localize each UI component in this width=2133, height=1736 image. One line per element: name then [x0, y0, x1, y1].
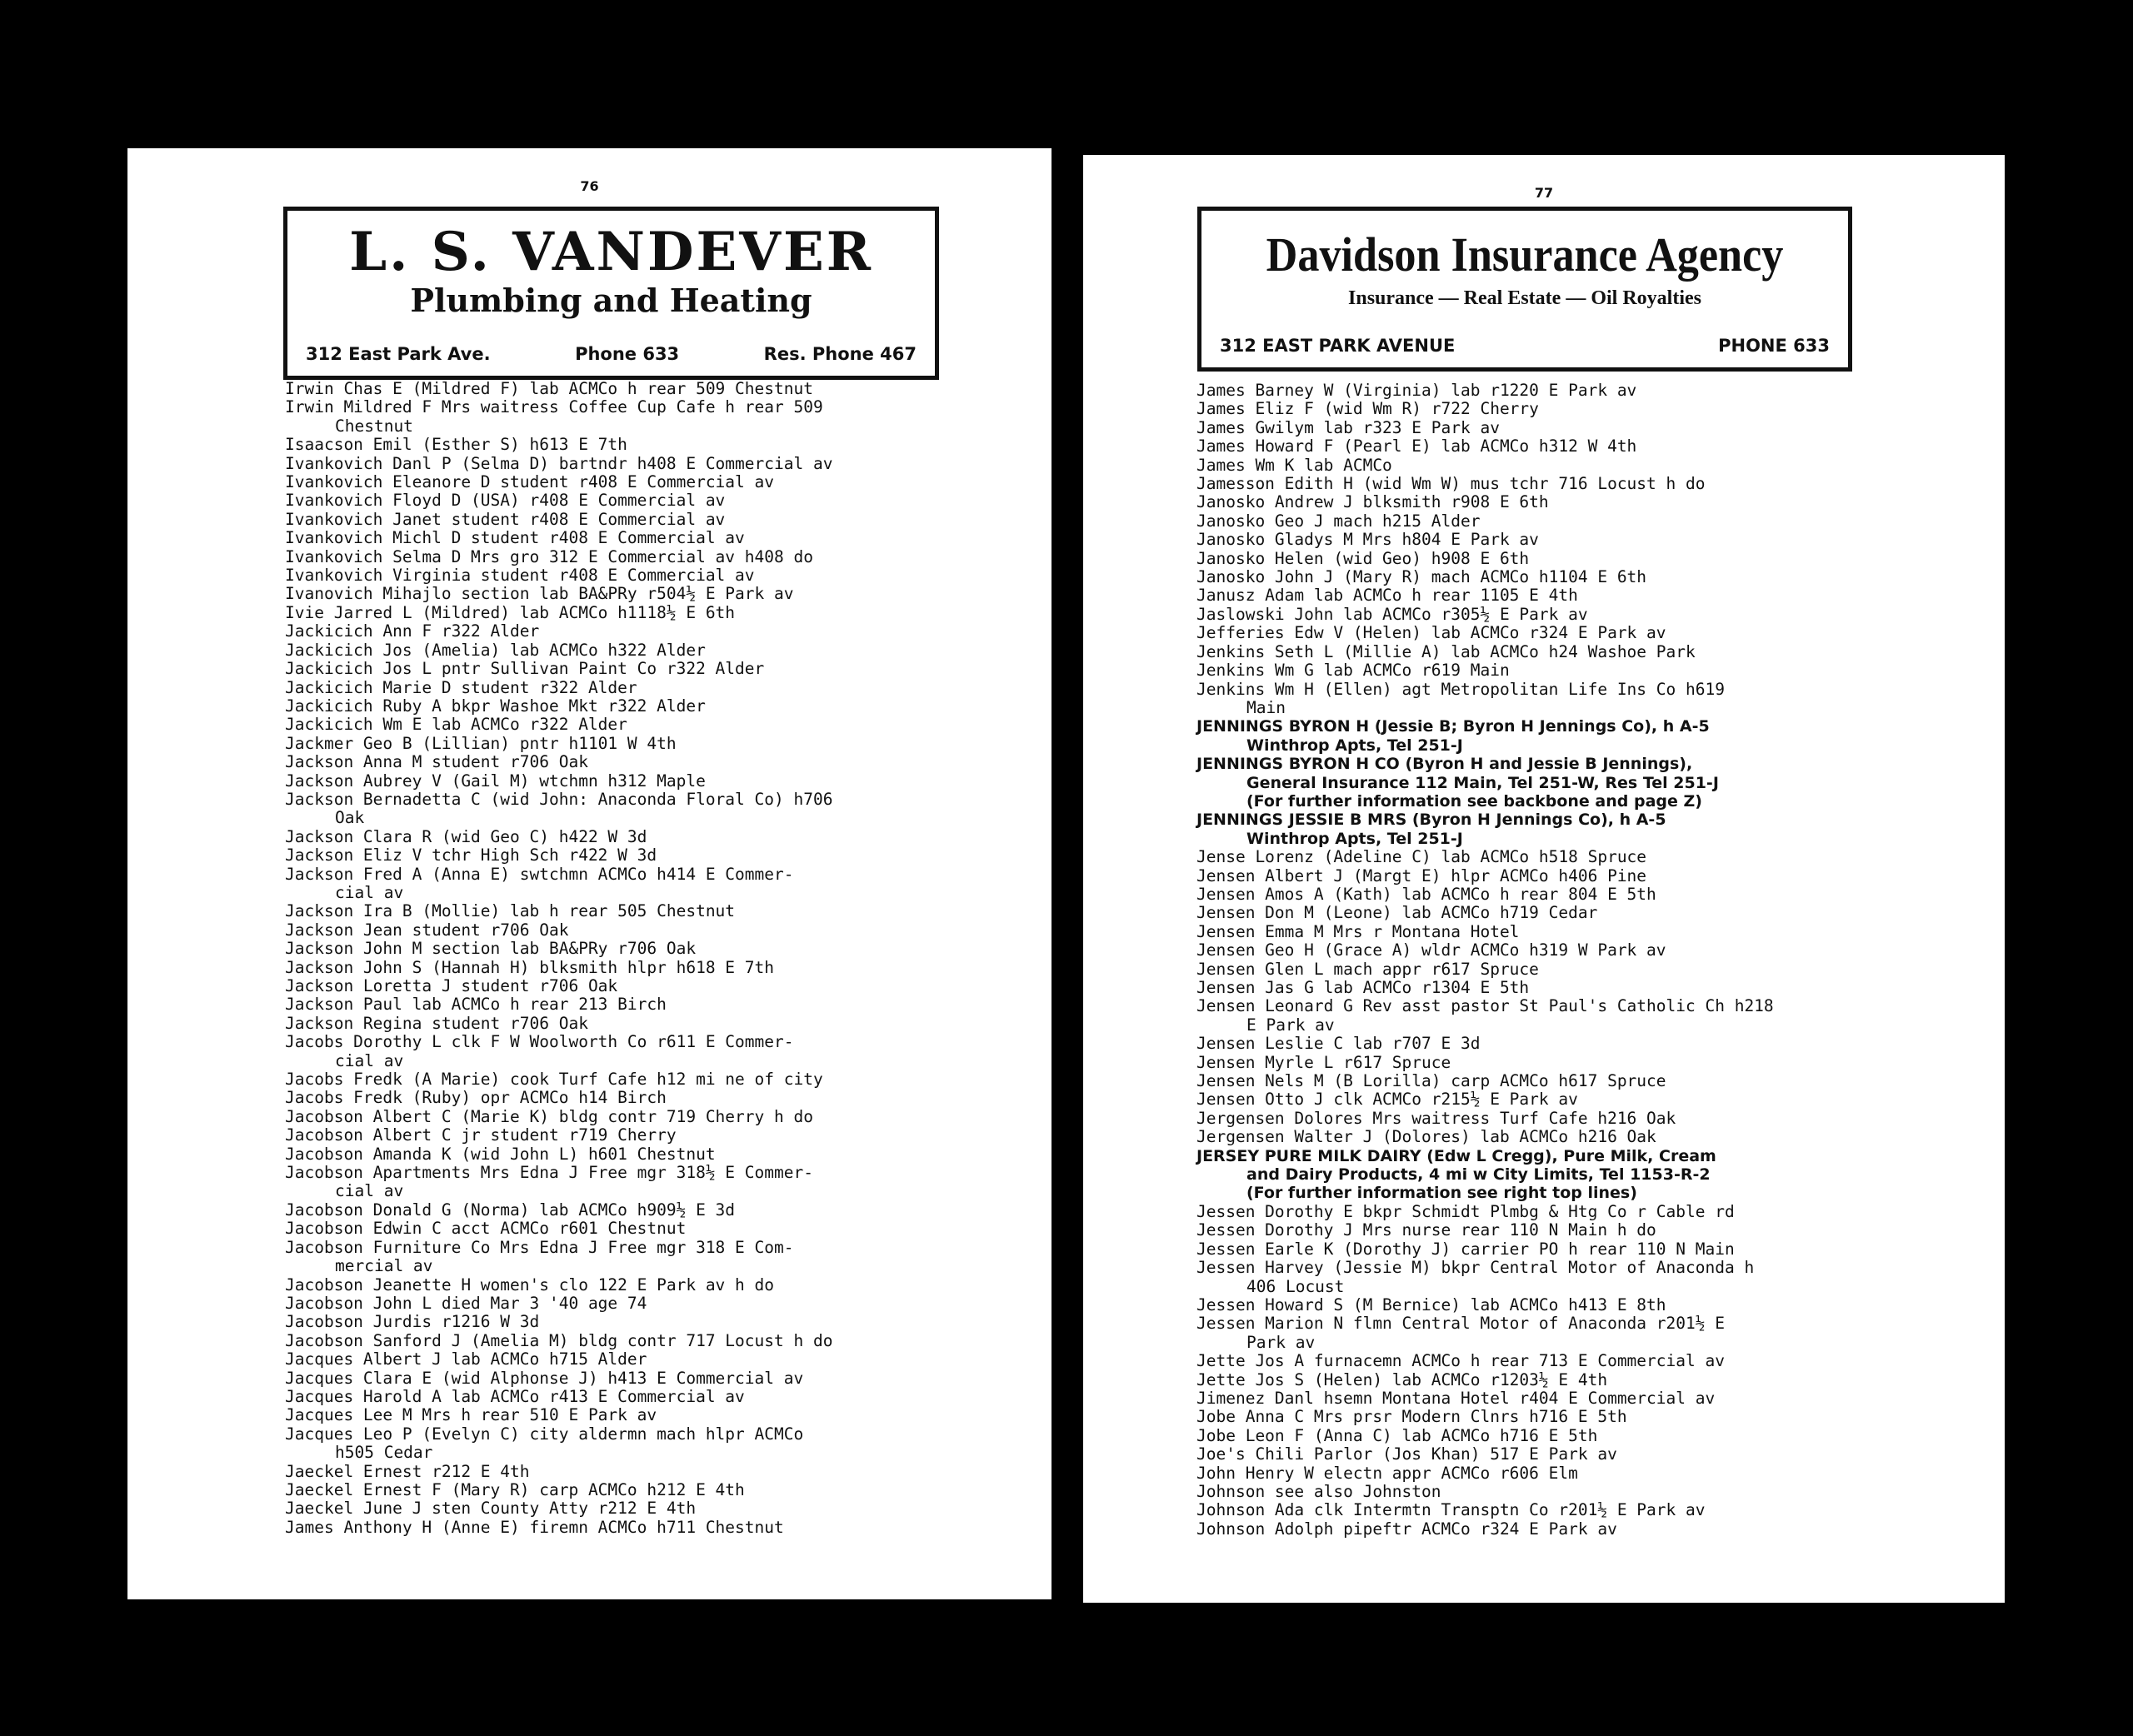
entry-continuation: cial av — [335, 1050, 404, 1070]
entry-continuation: (For further information see backbone and page Z) — [1246, 791, 1702, 811]
directory-entry — [285, 660, 832, 678]
entry-continuation: Main — [1246, 697, 1286, 717]
directory-entry — [285, 641, 832, 660]
ad-contact-row — [306, 344, 917, 364]
entry-line: Jacques Harold A lab ACMCo r413 E Commercial av — [285, 1386, 745, 1406]
entry-line: Jimenez Danl hsemn Montana Hotel r404 E Commercial av — [1196, 1388, 1716, 1408]
entry-line: Jackson John M section lab BA&PRy r706 Oak — [285, 939, 697, 959]
entry-line: Jessen Dorothy E bkpr Schmidt Plmbg & Htg Co r Cable rd — [1196, 1201, 1735, 1221]
entry-line: James Barney W (Virginia) lab r1220 E Park av — [1196, 381, 1637, 400]
page-number: 77 — [1534, 185, 1554, 201]
directory-entry — [285, 1425, 832, 1463]
directory-entry — [1196, 997, 1774, 1035]
directory-entry — [285, 1369, 832, 1388]
directory-entry — [1196, 1296, 1774, 1314]
entry-line: Jacques Clara E (wid Alphonse J) h413 E Commercial av — [285, 1368, 804, 1388]
directory-entry — [1196, 550, 1774, 568]
directory-entry — [1196, 885, 1774, 904]
entry-line: Ivankovich Virginia student r408 E Commercial av — [285, 566, 755, 586]
directory-entry — [1196, 848, 1774, 866]
entry-line: Jessen Dorothy J Mrs nurse rear 110 N Main h do — [1196, 1220, 1656, 1240]
entry-continuation: General Insurance 112 Main, Tel 251-W, Res Tel 251-J — [1246, 773, 1719, 792]
directory-entry — [1196, 531, 1774, 549]
entry-line: Jackicich Ann F r322 Alder — [285, 621, 540, 641]
directory-entry — [285, 1145, 832, 1164]
directory-entry — [285, 604, 832, 622]
directory-entry — [285, 902, 832, 920]
directory-entry — [1196, 1240, 1774, 1259]
directory-entry — [285, 940, 832, 958]
directory-entry — [285, 1332, 832, 1350]
directory-entry — [285, 959, 832, 977]
entry-line: Jackicich Marie D student r322 Alder — [285, 677, 637, 697]
entry-line: Jackson Eliz V tchr High Sch r422 W 3d — [285, 846, 657, 866]
entry-line: Ivankovich Michl D student r408 E Commercial av — [285, 528, 745, 548]
directory-entry — [1196, 1090, 1774, 1109]
entry-line: James Howard F (Pearl E) lab ACMCo h312 W 4th — [1196, 436, 1637, 456]
directory-entry — [1196, 1483, 1774, 1501]
entry-continuation: cial av — [335, 1181, 404, 1201]
entry-line: James Wm K lab ACMCo — [1196, 455, 1392, 475]
entry-line: Irwin Chas E (Mildred F) lab ACMCo h rear 509 Chestnut — [285, 379, 813, 398]
ad-res-phone: Res. Phone 467 — [763, 344, 917, 364]
entry-line: Jacques Lee M Mrs h rear 510 E Park av — [285, 1405, 657, 1425]
entry-line: Jackson Regina student r706 Oak — [285, 1013, 588, 1033]
entry-continuation: Park av — [1246, 1332, 1316, 1352]
entry-line: Ivie Jarred L (Mildred) lab ACMCo h1118½ E 6th — [285, 602, 736, 622]
entry-line: John Henry W electn appr ACMCo r606 Elm — [1196, 1463, 1578, 1483]
directory-entry — [285, 866, 832, 903]
directory-entry — [285, 511, 832, 529]
directory-entry — [1196, 493, 1774, 511]
directory-entry — [285, 716, 832, 734]
directory-entry — [1196, 811, 1774, 848]
entry-line: Jensen Glen L mach appr r617 Spruce — [1196, 959, 1539, 979]
entry-line: Jenkins Wm G lab ACMCo r619 Main — [1196, 661, 1510, 681]
directory-entry — [1196, 923, 1774, 941]
ad-title: L. S. VANDEVER — [349, 221, 873, 283]
directory-entry — [285, 753, 832, 771]
entry-line: Jacobson Edwin C acct ACMCo r601 Chestnut — [285, 1219, 687, 1239]
directory-entry — [285, 1463, 832, 1481]
entry-line: JENNINGS BYRON H (Jessie B; Byron H Jennings Co), h A-5 — [1196, 717, 1710, 736]
directory-entry — [285, 566, 832, 585]
entry-line: Jackson Loretta J student r706 Oak — [285, 976, 618, 995]
directory-entry — [1196, 606, 1774, 624]
entry-line: Jacobson Sanford J (Amelia M) bldg contr 717 Locust h do — [285, 1330, 833, 1350]
entry-line: Isaacson Emil (Esther S) h613 E 7th — [285, 435, 627, 455]
entry-line: JENNINGS JESSIE B MRS (Byron H Jennings Co), h A-5 — [1196, 811, 1666, 830]
entry-line: Janosko John J (Mary R) mach ACMCo h1104 E 6th — [1196, 567, 1647, 587]
entry-line: Jenkins Seth L (Millie A) lab ACMCo h24 Washoe Park — [1196, 641, 1696, 661]
directory-entry — [1196, 624, 1774, 642]
entry-continuation: E Park av — [1246, 1015, 1335, 1035]
directory-entry — [285, 380, 832, 398]
directory-entry — [1196, 475, 1774, 493]
directory-entry — [1196, 437, 1774, 456]
entry-line: Jensen Leslie C lab r707 E 3d — [1196, 1034, 1481, 1054]
directory-entry — [285, 622, 832, 641]
entry-line: Jacobson John L died Mar 3 '40 age 74 — [285, 1293, 647, 1313]
directory-entry — [285, 1388, 832, 1406]
entry-line: Ivankovich Eleanore D student r408 E Commercial av — [285, 472, 774, 492]
entry-line: Jacobson Apartments Mrs Edna J Free mgr 318½ E Commer- — [285, 1163, 813, 1183]
entry-line: JERSEY PURE MILK DAIRY (Edw L Cregg), Pure Milk, Cream — [1196, 1146, 1716, 1165]
directory-entry — [285, 679, 832, 697]
entry-continuation: 406 Locust — [1246, 1276, 1345, 1296]
entry-line: Jamesson Edith H (wid Wm W) mus tchr 716 Locust h do — [1196, 474, 1706, 494]
entry-line: Johnson Ada clk Intermtn Transptn Co r201½ E Park av — [1196, 1500, 1706, 1520]
entry-line: Jackson Paul lab ACMCo h rear 213 Birch — [285, 995, 667, 1015]
entry-line: JENNINGS BYRON H CO (Byron H and Jessie B Jennings), — [1196, 755, 1693, 774]
entry-line: Janusz Adam lab ACMCo h rear 1105 E 4th — [1196, 586, 1578, 606]
entry-line: Jacobson Albert C (Marie K) bldg contr 719 Cherry h do — [285, 1106, 813, 1126]
entry-continuation: Winthrop Apts, Tel 251-J — [1246, 829, 1463, 848]
directory-page-right — [1083, 155, 2005, 1603]
directory-entry — [285, 995, 832, 1014]
directory-entry — [285, 1350, 832, 1369]
entry-line: Jenkins Wm H (Ellen) agt Metropolitan Life Ins Co h619 — [1196, 679, 1725, 699]
entry-line: Jackson Anna M student r706 Oak — [285, 752, 588, 772]
ad-contact-row — [1220, 336, 1830, 356]
entry-line: James Gwilym lab r323 E Park av — [1196, 417, 1500, 437]
directory-entry — [1196, 661, 1774, 680]
entry-line: Jaeckel Ernest r212 E 4th — [285, 1461, 530, 1481]
directory-entry — [1196, 419, 1774, 437]
directory-entry — [285, 1499, 832, 1518]
directory-entry — [285, 1313, 832, 1331]
entry-line: Johnson see also Johnston — [1196, 1481, 1441, 1501]
directory-entry — [1196, 1259, 1774, 1296]
directory-entry — [285, 697, 832, 716]
entry-line: Jackson Jean student r706 Oak — [285, 920, 569, 940]
entry-line: Jette Jos A furnacemn ACMCo h rear 713 E Commercial av — [1196, 1351, 1725, 1371]
davidson-advertisement — [1197, 207, 1852, 372]
directory-entry — [285, 1406, 832, 1424]
entry-line: Jefferies Edw V (Helen) lab ACMCo r324 E Park av — [1196, 623, 1666, 643]
directory-entry — [1196, 1128, 1774, 1146]
directory-page-left — [127, 148, 1052, 1599]
directory-entry — [1196, 717, 1774, 755]
directory-entry — [285, 1201, 832, 1220]
entry-line: Ivankovich Selma D Mrs gro 312 E Commercial av h408 do — [285, 546, 813, 566]
entry-line: Ivankovich Danl P (Selma D) bartndr h408 E Commercial av — [285, 453, 833, 473]
entry-line: Jensen Jas G lab ACMCo r1304 E 5th — [1196, 978, 1530, 997]
directory-entry — [1196, 456, 1774, 475]
entry-continuation: Winthrop Apts, Tel 251-J — [1246, 736, 1463, 755]
directory-entry — [285, 1089, 832, 1107]
entry-continuation: and Dairy Products, 4 mi w City Limits, Tel 1153-R-2 — [1246, 1165, 1711, 1185]
directory-entry — [285, 791, 832, 828]
directory-entry — [1196, 400, 1774, 418]
directory-entry — [285, 921, 832, 940]
directory-entry — [1196, 1221, 1774, 1240]
ad-address: 312 EAST PARK AVENUE — [1220, 336, 1456, 356]
entry-line: Jackson Aubrey V (Gail M) wtchmn h312 Maple — [285, 771, 706, 791]
directory-entry — [285, 548, 832, 566]
entry-line: Jensen Otto J clk ACMCo r215½ E Park av — [1196, 1090, 1578, 1110]
entry-line: Ivanovich Mihajlo section lab BA&PRy r504½ E Park av — [285, 584, 794, 604]
directory-entry — [1196, 1054, 1774, 1072]
entry-line: Jessen Marion N flmn Central Motor of Anaconda r201½ E — [1196, 1314, 1725, 1334]
entry-line: Jensen Emma M Mrs r Montana Hotel — [1196, 921, 1520, 941]
entry-line: Jackmer Geo B (Lillian) pntr h1101 W 4th — [285, 733, 677, 753]
vandever-advertisement — [283, 207, 939, 380]
directory-entry — [1196, 867, 1774, 885]
directory-entry — [1196, 979, 1774, 997]
ad-phone: PHONE 633 — [1718, 336, 1830, 356]
entry-line: Jense Lorenz (Adeline C) lab ACMCo h518 Spruce — [1196, 847, 1647, 867]
entry-line: Jacobs Fredk (Ruby) opr ACMCo h14 Birch — [285, 1088, 667, 1108]
directory-entry — [285, 1295, 832, 1313]
directory-entry — [1196, 1035, 1774, 1053]
entry-line: Jessen Howard S (M Bernice) lab ACMCo h413 E 8th — [1196, 1295, 1666, 1314]
directory-entry — [1196, 512, 1774, 531]
directory-entry — [285, 1519, 832, 1537]
entry-line: Jacques Leo P (Evelyn C) city aldermn mach hlpr ACMCo — [285, 1424, 804, 1444]
entry-line: Irwin Mildred F Mrs waitress Coffee Cup Cafe h rear 509 — [285, 397, 823, 417]
entry-line: Jobe Anna C Mrs prsr Modern Clnrs h716 E 5th — [1196, 1407, 1627, 1427]
entry-line: Jergensen Walter J (Dolores) lab ACMCo h216 Oak — [1196, 1127, 1656, 1147]
entry-line: Janosko Andrew J blksmith r908 E 6th — [1196, 492, 1549, 512]
directory-entry — [1196, 643, 1774, 661]
directory-entry — [285, 491, 832, 510]
entry-line: Jacques Albert J lab ACMCo h715 Alder — [285, 1349, 647, 1369]
entry-line: Jobe Leon F (Anna C) lab ACMCo h716 E 5th — [1196, 1425, 1598, 1445]
entry-line: Jackicich Wm E lab ACMCo r322 Alder — [285, 715, 627, 735]
entry-line: Jacobs Dorothy L clk F W Woolworth Co r611 E Commer- — [285, 1032, 794, 1052]
entry-line: Jaeckel June J sten County Atty r212 E 4th — [285, 1499, 697, 1519]
ad-title: Davidson Insurance Agency — [1266, 227, 1784, 282]
entry-line: Jacobs Fredk (A Marie) cook Turf Cafe h12 mi ne of city — [285, 1070, 823, 1090]
entry-line: Jaslowski John lab ACMCo r305½ E Park av — [1196, 604, 1588, 624]
entry-line: Jergensen Dolores Mrs waitress Turf Cafe h216 Oak — [1196, 1108, 1676, 1128]
directory-entry — [1196, 1203, 1774, 1221]
directory-entry — [285, 828, 832, 846]
directory-entry — [285, 1070, 832, 1089]
directory-entry — [1196, 1371, 1774, 1389]
directory-entry — [1196, 1147, 1774, 1203]
directory-entry — [1196, 1501, 1774, 1519]
entry-line: Jacobson Jurdis r1216 W 3d — [285, 1312, 540, 1332]
directory-entry — [1196, 941, 1774, 960]
entry-line: Ivankovich Floyd D (USA) r408 E Commercial av — [285, 491, 726, 511]
entry-line: Jacobson Albert C jr student r719 Cherry — [285, 1125, 677, 1145]
entry-line: Jensen Amos A (Kath) lab ACMCo h rear 804 E 5th — [1196, 884, 1656, 904]
entry-continuation: cial av — [335, 882, 404, 902]
entry-line: Jessen Earle K (Dorothy J) carrier PO h rear 110 N Main — [1196, 1239, 1735, 1259]
entry-continuation: mercial av — [335, 1256, 433, 1276]
directory-entry — [285, 1164, 832, 1201]
directory-entry — [1196, 1464, 1774, 1483]
directory-entry — [1196, 1445, 1774, 1464]
directory-entry — [285, 1276, 832, 1295]
ad-phone: Phone 633 — [575, 344, 680, 364]
directory-entry — [1196, 586, 1774, 605]
directory-entry — [1196, 1072, 1774, 1090]
directory-entry — [1196, 568, 1774, 586]
directory-entry — [1196, 960, 1774, 979]
directory-entry — [285, 529, 832, 547]
directory-entry — [285, 772, 832, 791]
directory-entry — [1196, 904, 1774, 922]
directory-entry — [1196, 1352, 1774, 1370]
directory-entry — [1196, 755, 1774, 811]
entry-line: Jensen Albert J (Margt E) hlpr ACMCo h406 Pine — [1196, 866, 1647, 885]
directory-entry — [285, 1126, 832, 1145]
entry-line: Jackicich Jos (Amelia) lab ACMCo h322 Alder — [285, 640, 706, 660]
entry-line: Janosko Gladys M Mrs h804 E Park av — [1196, 530, 1539, 550]
directory-entry — [1196, 1110, 1774, 1128]
entry-line: Jacobson Donald G (Norma) lab ACMCo h909½ E 3d — [285, 1200, 736, 1220]
directory-entry — [1196, 1427, 1774, 1445]
entry-line: Jensen Nels M (B Lorilla) carp ACMCo h617 Spruce — [1196, 1071, 1666, 1091]
entry-line: Jaeckel Ernest F (Mary R) carp ACMCo h212 E 4th — [285, 1479, 745, 1499]
entry-line: Jacobson Amanda K (wid John L) h601 Chestnut — [285, 1144, 716, 1164]
entry-line: Jensen Leonard G Rev asst pastor St Paul's Catholic Ch h218 — [1196, 996, 1774, 1016]
entry-line: Ivankovich Janet student r408 E Commercial av — [285, 509, 726, 529]
directory-entry — [285, 846, 832, 865]
entry-line: Janosko Helen (wid Geo) h908 E 6th — [1196, 548, 1530, 568]
entry-line: Jackson Fred A (Anna E) swtchmn ACMCo h414 E Commer- — [285, 864, 794, 884]
entry-line: Jackson Clara R (wid Geo C) h422 W 3d — [285, 826, 647, 846]
directory-entry — [285, 398, 832, 436]
directory-entry — [1196, 382, 1774, 400]
directory-entry — [285, 1481, 832, 1499]
directory-listings — [285, 380, 832, 1537]
directory-entry — [285, 585, 832, 603]
entry-line: Jackicich Ruby A bkpr Washoe Mkt r322 Alder — [285, 696, 706, 716]
directory-entry — [285, 735, 832, 753]
directory-entry — [285, 1239, 832, 1276]
directory-entry — [1196, 681, 1774, 718]
directory-listings — [1196, 382, 1774, 1539]
entry-line: Janosko Geo J mach h215 Alder — [1196, 511, 1481, 531]
directory-entry — [285, 436, 832, 454]
directory-entry — [1196, 1314, 1774, 1352]
entry-line: Jette Jos S (Helen) lab ACMCo r1203½ E 4th — [1196, 1369, 1608, 1389]
directory-entry — [1196, 1389, 1774, 1408]
entry-line: Johnson Adolph pipeftr ACMCo r324 E Park av — [1196, 1519, 1617, 1539]
directory-entry — [285, 1033, 832, 1070]
entry-line: James Eliz F (wid Wm R) r722 Cherry — [1196, 399, 1539, 419]
entry-line: Jackson John S (Hannah H) blksmith hlpr h618 E 7th — [285, 957, 774, 977]
entry-line: Jackson Bernadetta C (wid John: Anaconda Floral Co) h706 — [285, 789, 833, 809]
directory-entry — [285, 455, 832, 473]
directory-entry — [1196, 1408, 1774, 1426]
entry-line: Joe's Chili Parlor (Jos Khan) 517 E Park av — [1196, 1444, 1617, 1464]
entry-line: Jessen Harvey (Jessie M) bkpr Central Motor of Anaconda h — [1196, 1258, 1755, 1278]
directory-entry — [1196, 1520, 1774, 1539]
entry-line: James Anthony H (Anne E) firemn ACMCo h711 Chestnut — [285, 1517, 784, 1537]
ad-subtitle: Insurance — Real Estate — Oil Royalties — [1348, 287, 1701, 309]
entry-continuation: Chestnut — [335, 416, 413, 436]
entry-line: Jensen Don M (Leone) lab ACMCo h719 Cedar — [1196, 903, 1598, 923]
entry-line: Jacobson Jeanette H women's clo 122 E Park av h do — [285, 1275, 774, 1295]
entry-continuation: (For further information see right top lines) — [1246, 1184, 1637, 1203]
entry-line: Jacobson Furniture Co Mrs Edna J Free mgr 318 E Com- — [285, 1237, 794, 1257]
directory-entry — [285, 1108, 832, 1126]
entry-line: Jensen Myrle L r617 Spruce — [1196, 1052, 1451, 1072]
directory-entry — [285, 473, 832, 491]
directory-entry — [285, 1220, 832, 1238]
entry-continuation: h505 Cedar — [335, 1443, 433, 1463]
entry-line: Jensen Geo H (Grace A) wldr ACMCo h319 W Park av — [1196, 940, 1666, 960]
entry-line: Jackicich Jos L pntr Sullivan Paint Co r322 Alder — [285, 659, 765, 679]
ad-subtitle: Plumbing and Heating — [410, 282, 812, 319]
page-number: 76 — [580, 178, 599, 194]
entry-continuation: Oak — [335, 808, 365, 828]
ad-address: 312 East Park Ave. — [306, 344, 491, 364]
directory-entry — [285, 1015, 832, 1033]
entry-line: Jackson Ira B (Mollie) lab h rear 505 Chestnut — [285, 901, 736, 921]
directory-entry — [285, 977, 832, 995]
